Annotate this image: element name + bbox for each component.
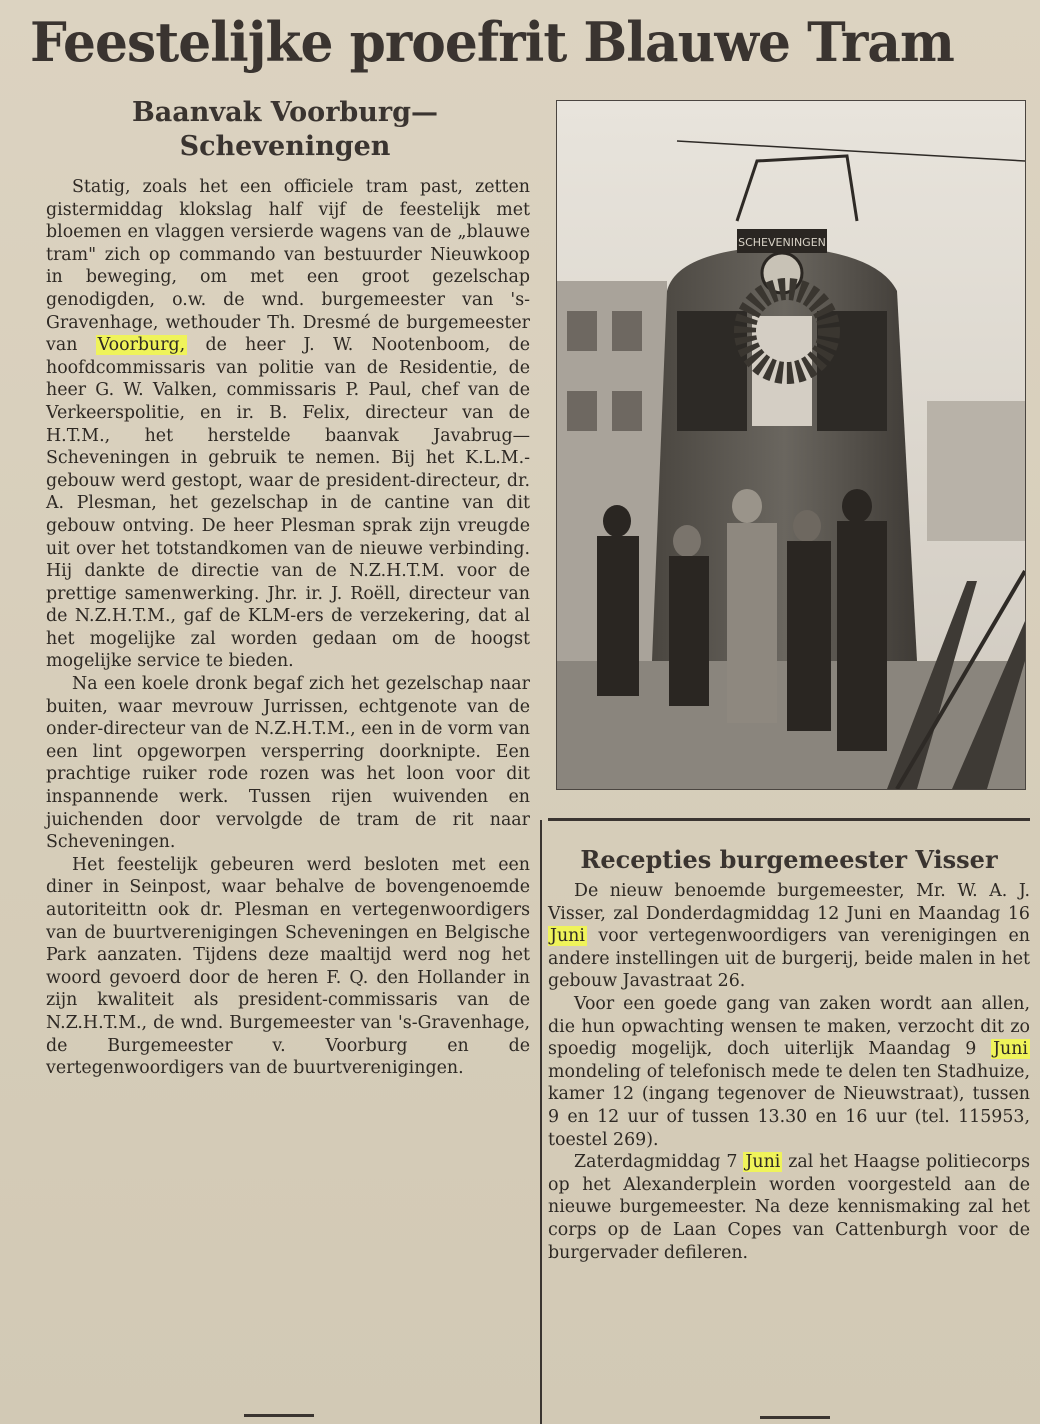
subheadline-line-2: Scheveningen: [179, 131, 391, 162]
side-paragraph-1: De nieuw benoemde burgemeester, Mr. W. A. J. Visser, zal Donderdagmiddag 12 Juni en Maandag 16 Juni voor vertegenwoordigers van verenigingen en andere instellingen uit de burgerij, beide malen in het gebouw Javastraat 26.: [548, 881, 1030, 992]
column-rule: [540, 820, 542, 1424]
end-rule: [244, 1414, 314, 1417]
side-article-rule: [548, 818, 1030, 821]
subheadline-line-1: Baanvak Voorburg—: [131, 97, 439, 128]
main-article-body: [46, 176, 530, 1080]
side-paragraph-3: Zaterdagmiddag 7 Juni zal het Haagse politiecorps op het Alexanderplein worden voorgesteld aan de nieuwe burgemeester. Na deze kennismaking zal het corps op de Laan Copes van Cattenburgh voor de burgervader defileren.: [548, 1152, 1030, 1263]
tram-photo: [556, 100, 1026, 790]
main-paragraph-2: Na een koele dronk begaf zich het gezelschap naar buiten, waar mevrouw Jurrissen, echtgenote van de onder-directeur van de N.Z.H.T.M., een in de vorm van een lint opgeworpen versperring doorknipte. Een prachtige ruiker rode rozen was het loon voor dit inspannende werk. Tussen rijen wuivenden en juichenden door vervolgde de tram de rit naar Scheveningen.: [46, 674, 530, 853]
side-end-rule: [760, 1416, 830, 1419]
main-paragraph-1: Statig, zoals het een officiele tram past, zetten gistermiddag klokslag half vijf de feestelijk met bloemen en vlaggen versierde wagens van de „blauwe tram" zich op commando van bestuurder Nieuwkoop in beweging, om met een groot gezelschap genodigden, o.w. de wnd. burgemeester van 's-Gravenhage, wethouder Th. Dresmé de burgemeester van Voorburg, de heer J. W. Nootenboom, de hoofdcommissaris van politie van de Residentie, de heer G. W. Valken, commissaris P. Paul, chef van de Verkeerspolitie, en ir. B. Felix, directeur van de H.T.M., het herstelde baanvak Javabrug—Scheveningen in gebruik te nemen. Bij het K.L.M.-gebouw werd gestopt, waar de president-directeur, dr. A. Plesman, het gezelschap in de cantine van dit gebouw ontving. De heer Plesman sprak zijn vreugde uit over het totstandkomen van de nieuwe verbinding. Hij dankte de directie van de N.Z.H.T.M. voor de prettige samenwerking. Jhr. ir. J. Roëll, directeur van de N.Z.H.T.M., gaf de KLM-ers de verzekering, dat al het mogelijke zal worden gedaan om de hoogst mogelijke service te bieden.: [46, 177, 531, 672]
destination-sign: SCHEVENINGEN: [738, 236, 826, 249]
highlighted-term: Voorburg,: [97, 335, 186, 356]
tram-photo-illustration: [557, 101, 1025, 789]
main-paragraph-3: Het feestelijk gebeuren werd besloten met een diner in Seinpost, waar behalve de bovengenoemde autoriteittn ook dr. Plesman en vertegenwoordigers van de buurtverenigingen Scheveningen en Belgische Park aanzaten. Tijdens deze maaltijd werd nog het woord gevoerd door de heren F. Q. den Hollander in zijn kwaliteit als president-commissaris van de N.Z.H.T.M., de wnd. Burgemeester van 's-Gravenhage, de Burgemeester v. Voorburg en de vertegenwoordigers van de buurtverenigingen.: [46, 854, 530, 1079]
highlighted-term: Juni: [550, 926, 585, 947]
side-paragraph-2: Voor een goede gang van zaken wordt aan allen, die hun opwachting wensen te maken, verzocht dit zo spoedig mogelijk, doch uiterlijk Maandag 9 Juni mondeling of telefonisch mede te delen ten Stadhuize, kamer 12 (ingang tegenover de Nieuwstraat), tussen 9 en 12 uur of tussen 13.30 en 16 uur (tel. 115953, toestel 269).: [548, 993, 1030, 1150]
side-article-body: [548, 880, 1030, 1264]
highlighted-term: Juni: [745, 1152, 781, 1173]
side-article-title: Recepties burgemeester Visser: [580, 845, 998, 874]
headline: Feestelijke proefrit Blauwe Tram: [30, 10, 954, 74]
highlighted-term: Juni: [993, 1039, 1028, 1060]
